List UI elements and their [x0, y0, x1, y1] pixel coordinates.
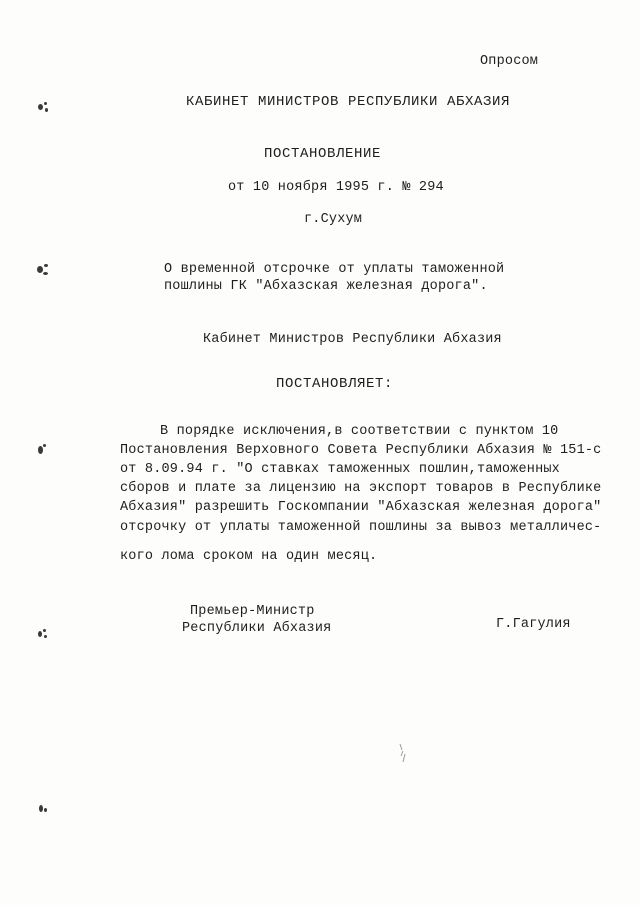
subject-line-2: пошлины ГК "Абхазская железная дорога".	[164, 279, 488, 294]
binder-hole-mark	[36, 263, 50, 277]
date-and-number: от 10 ноября 1995 г. № 294	[228, 180, 444, 195]
body-line-3: от 8.09.94 г. "О ставках таможенных пошлин,таможенных	[120, 462, 560, 477]
resolves-heading: ПОСТАНОВЛЯЕТ:	[276, 376, 394, 392]
signature-title-line-2: Республики Абхазия	[182, 621, 332, 636]
pen-mark	[397, 742, 411, 764]
body-line-5: Абхазия" разрешить Госкомпании "Абхазская железная дорога"	[120, 500, 602, 515]
subject-line-1: О временной отсрочке от уплаты таможенной	[164, 262, 505, 277]
binder-hole-mark	[36, 802, 50, 816]
body-line-4: сборов и плате за лицензию на экспорт товаров в Республике	[120, 481, 602, 496]
body-line-6: отсрочку от уплаты таможенной пошлины за вывоз металличес-	[120, 520, 602, 535]
body-line-7: кого лома сроком на один месяц.	[120, 549, 378, 564]
issuer: Кабинет Министров Республики Абхазия	[203, 332, 502, 347]
binder-hole-mark	[36, 443, 50, 457]
place: г.Сухум	[304, 212, 363, 227]
body-line-2: Постановления Верховного Совета Республики Абхазия № 151-с	[120, 443, 602, 458]
binder-hole-mark	[36, 100, 50, 114]
binder-hole-mark	[36, 627, 50, 641]
top-right-note: Опросом	[480, 54, 539, 69]
body-line-1: В порядке исключения,в соответствии с пунктом 10	[160, 424, 559, 439]
authority-heading: КАБИНЕТ МИНИСТРОВ РЕСПУБЛИКИ АБХАЗИЯ	[186, 94, 511, 110]
signature-title-line-1: Премьер-Министр	[190, 604, 315, 619]
document-type: ПОСТАНОВЛЕНИЕ	[264, 146, 382, 162]
signature-name: Г.Гагулия	[496, 617, 571, 632]
